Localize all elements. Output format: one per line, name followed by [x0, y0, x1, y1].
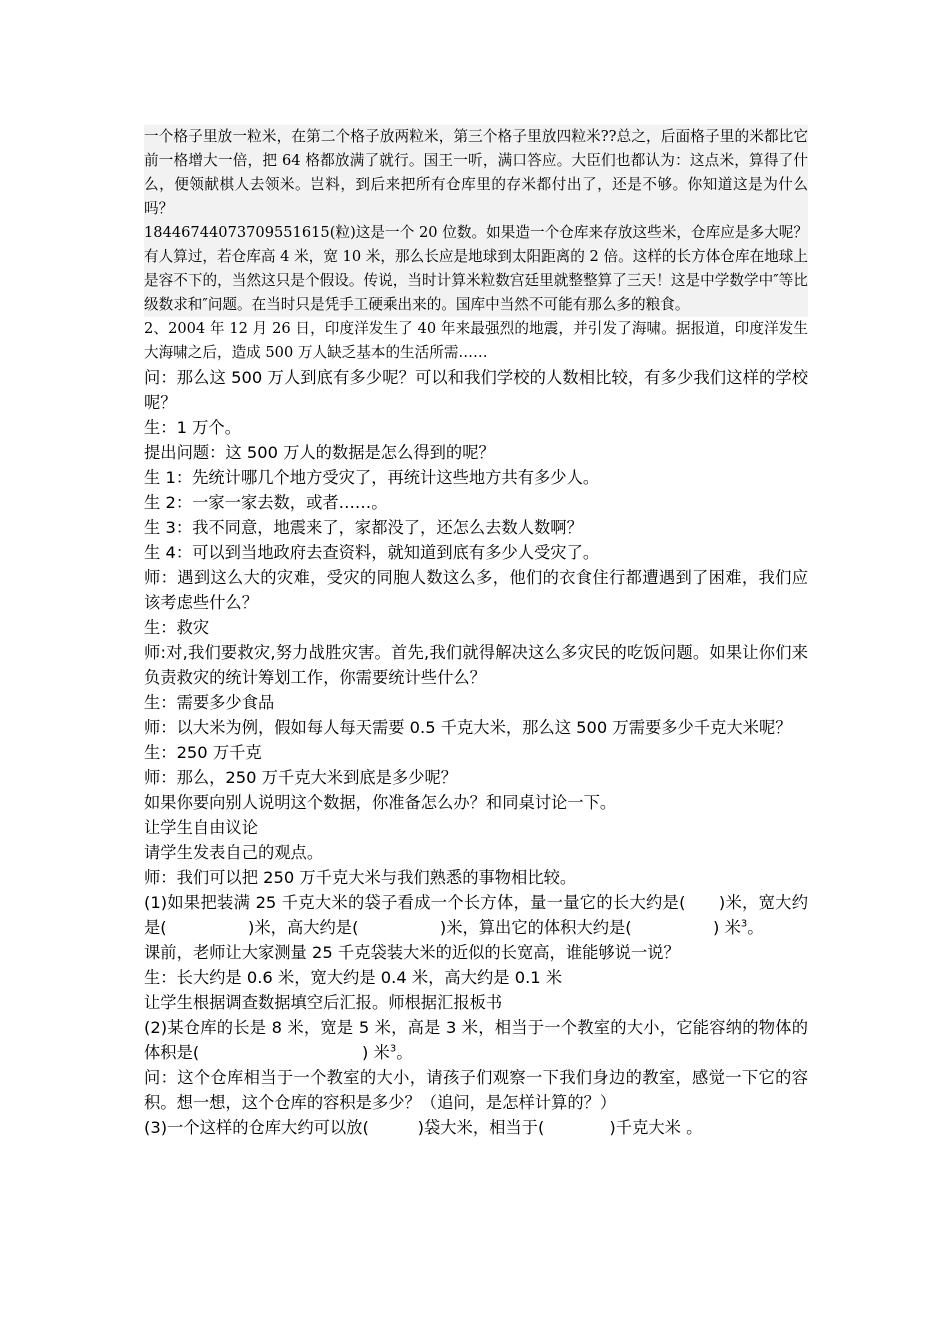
dialogue-line: 师:对,我们要救灾,努力战胜灾害。首先,我们就得解决这么多灾民的吃饭问题。如果让你们来负责救灾的统计筹划工作，你需要统计些什么？: [144, 643, 808, 687]
dialogue-line: 让学生自由议论: [144, 818, 258, 837]
intro-highlight-block: [144, 125, 808, 317]
dialogue-line: 让学生根据调查数据填空后汇报。师根据汇报板书: [144, 993, 503, 1012]
dialogue-line: 提出问题：这 500 万人的数据是怎么得到的呢？: [144, 443, 495, 462]
dialogue-line: 师：以大米为例，假如每人每天需要 0.5 千克大米，那么这 500 万需要多少千克大米呢？: [144, 718, 792, 737]
example-2-paragraph: 2、2004 年 12 月 26 日，印度洋发生了 40 年来最强烈的地震，并引发了海啸。据报道，印度洋发生大海啸之后，造成 500 万人缺乏基本的生活所需……: [144, 320, 808, 361]
dialogue-line: 生：救灾: [144, 618, 210, 637]
dialogue-line: 生 3：我不同意，地震来了，家都没了，还怎么去数人数啊？: [144, 518, 583, 537]
dialogue-line: 问：那么这 500 万人到底有多少呢？可以和我们学校的人数相比较，有多少我们这样的学校呢？: [144, 368, 808, 412]
question-3: (3)一个这样的仓库大约可以放( )袋大米，相当于( )千克大米 。: [144, 1118, 703, 1137]
dialogue-line: 请学生发表自己的观点。: [144, 843, 324, 862]
question-1-text: (1)如果把装满 25 千克大米的袋子看成一个长方体，量一量它的长大约是( )米，宽大约是( )米，高大约是( )米，算出它的体积大约是( ) 米: [144, 893, 808, 937]
dialogue-line: 生：长大约是 0.6 米，宽大约是 0.4 米，高大约是 0.1 米: [144, 968, 563, 987]
dialogue-line: 生：需要多少食品: [144, 693, 275, 712]
dialogue-line: 生：1 万个。: [144, 418, 241, 437]
question-1: [144, 890, 808, 940]
dialogue-line: 如果你要向别人说明这个数据，你准备怎么办？和同桌讨论一下。: [144, 793, 617, 812]
intro-paragraph-1: 一个格子里放一粒米，在第二个格子放两粒米，第三个格子里放四粒米??总之，后面格子里的米都比它前一格增大一倍，把 64 格都放满了就行。国王一听，满口答应。大臣们也都认为：这点米，算得了什么，便领献棋人去领米。岂料，到后来把所有仓库里的存米都付出了，还是不够。你知道这是为什么吗？: [144, 128, 808, 217]
dialogue-line: 课前，老师让大家测量 25 千克袋装大米的近似的长宽高，谁能够说一说？: [144, 943, 680, 962]
question-2-period: 。: [396, 1043, 413, 1062]
question-2-text: (2)某仓库的长是 8 米，宽是 5 米，高是 3 米，相当于一个教室的大小，它能容纳的物体的体积是( ) 米: [144, 1018, 808, 1062]
dialogue-line: 生 4：可以到当地政府去查资料，就知道到底有多少人受灾了。: [144, 543, 600, 562]
document-page: [144, 0, 808, 1140]
cubic-superscript: 3: [740, 918, 748, 930]
dialogue-line: 生 2：一家一家去数，或者……。: [144, 493, 388, 512]
question-1-period: 。: [747, 918, 764, 937]
dialogue-section: [144, 365, 808, 1140]
dialogue-line: 生：250 万千克: [144, 743, 262, 762]
dialogue-line: 师：我们可以把 250 万千克大米与我们熟悉的事物相比较。: [144, 868, 577, 887]
cubic-superscript: 3: [389, 1043, 397, 1055]
question-2: [144, 1015, 808, 1065]
dialogue-line: 问：这个仓库相当于一个教室的大小，请孩子们观察一下我们身边的教室，感觉一下它的容积。想一想，这个仓库的容积是多少？（追问，是怎样计算的？）: [144, 1068, 808, 1112]
dialogue-line: 师：遇到这么大的灾难，受灾的同胞人数这么多，他们的衣食住行都遭遇到了困难，我们应该考虑些什么？: [144, 568, 808, 612]
dialogue-line: 生 1：先统计哪几个地方受灾了，再统计这些地方共有多少人。: [144, 468, 600, 487]
dialogue-line: 师：那么，250 万千克大米到底是多少呢？: [144, 768, 458, 787]
intro-paragraph-2: 18446744073709551615(粒)这是一个 20 位数。如果造一个仓库来存放这些米，仓库应是多大呢？有人算过，若仓库高 4 米，宽 10 米，那么长应是地球到太阳距离的 2 倍。这样的长方体仓库在地球上是容不下的，当然这只是个假设。传说，当时计算米粒数宫廷里就整整算了三天！这是中学数学中″等比级数求和″问题。在当时只是凭手工硬乘出来的。国库中当然不可能有那么多的粮食。: [144, 224, 808, 313]
